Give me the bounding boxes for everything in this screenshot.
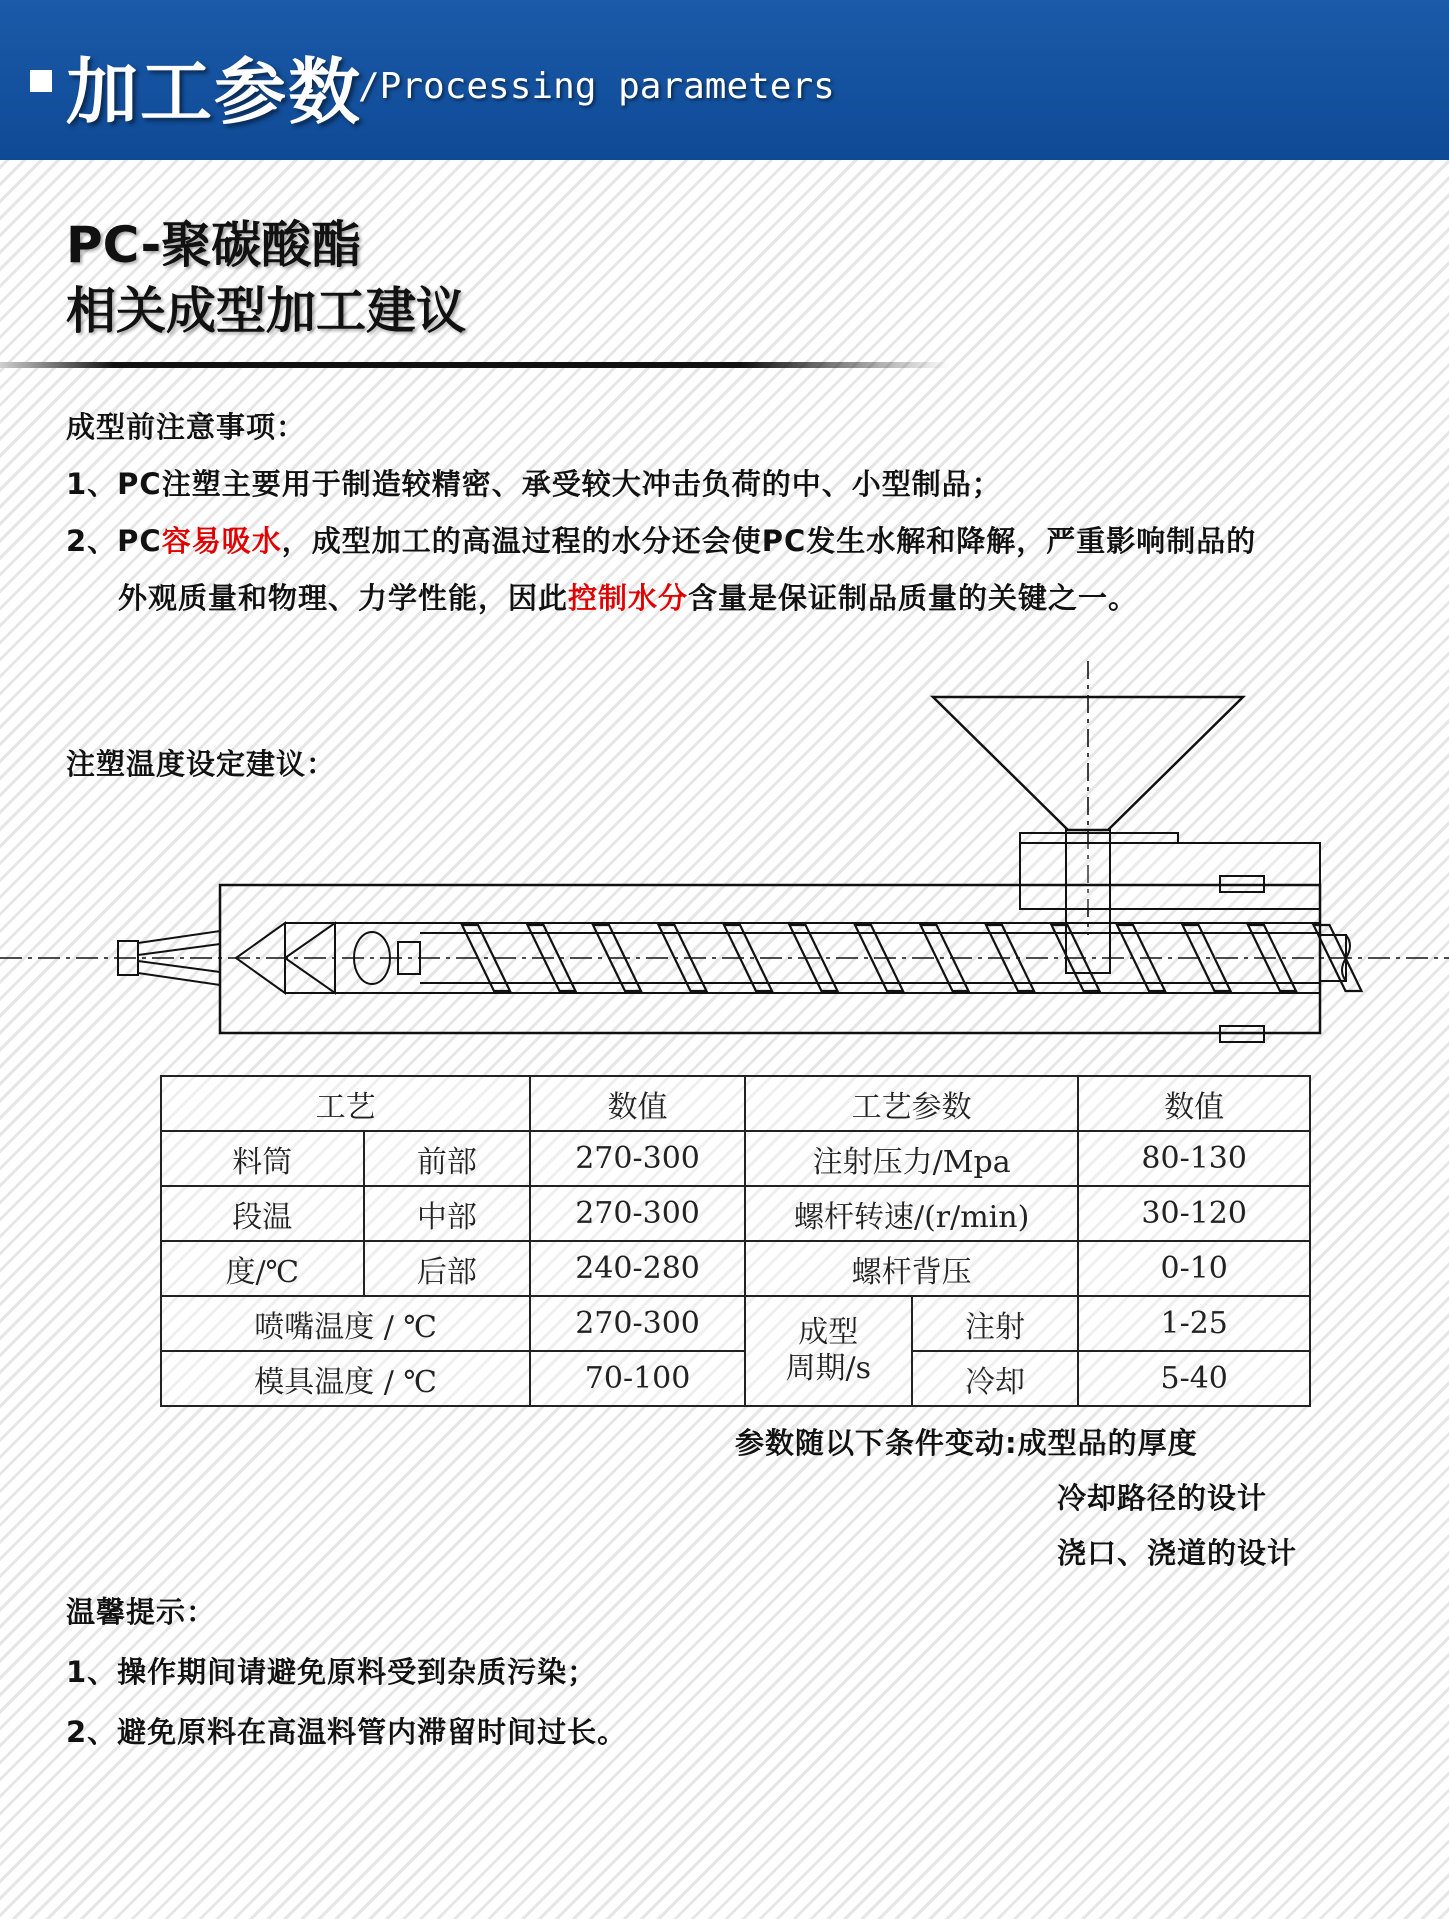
precaution-item-2-cont-post: 含量是保证制品质量的关键之一。	[688, 581, 1139, 615]
page-header	[0, 0, 1449, 160]
title-divider	[0, 362, 950, 368]
condition-3: 浇口、浇道的设计	[1057, 1536, 1298, 1570]
screw-speed-value: 30-120	[1078, 1186, 1310, 1241]
screw-speed-label: 螺杆转速/(r/min)	[745, 1186, 1079, 1241]
precaution-item-2	[66, 519, 1256, 560]
hopper-flange	[1020, 833, 1178, 843]
barrel-front-value: 270-300	[530, 1131, 745, 1186]
condition-2: 冷却路径的设计	[1057, 1481, 1268, 1515]
precaution-item-2-pre: 2、PC	[66, 524, 162, 558]
main-title-line2: 相关成型加工建议	[66, 282, 466, 340]
cool-label: 冷却	[912, 1351, 1079, 1406]
header-title-en: /Processing parameters	[358, 66, 835, 107]
back-pressure-label: 螺杆背压	[745, 1241, 1079, 1296]
injection-pressure-value: 80-130	[1078, 1131, 1310, 1186]
header-bullet	[30, 70, 52, 92]
table-header-value: 数值	[530, 1076, 745, 1131]
conditions-label	[735, 1421, 1198, 1462]
injection-pressure-label: 注射压力/Mpa	[745, 1131, 1079, 1186]
inject-label: 注射	[912, 1296, 1079, 1351]
main-title-line1: PC-聚碳酸酯	[66, 216, 362, 274]
tip-1: 1、操作期间请避免原料受到杂质污染；	[66, 1655, 598, 1689]
mold-temp-label: 模具温度 / ℃	[161, 1351, 530, 1406]
precaution-item-2-cont-pre: 外观质量和物理、力学性能，因此	[118, 581, 569, 615]
cycle-label-1: 成型	[798, 1315, 859, 1350]
barrel-rear-value: 240-280	[530, 1241, 745, 1296]
header-title-cn: 加工参数	[66, 50, 363, 134]
barrel-rear-label: 后部	[364, 1241, 531, 1296]
highlight-control-moisture: 控制水分	[568, 581, 689, 615]
injection-screw-diagram	[0, 655, 1449, 1055]
precaution-item-2-post: ，成型加工的高温过程的水分还会使PC发生水解和降解，严重影响制品的	[281, 524, 1257, 558]
table-header-value-2: 数值	[1078, 1076, 1310, 1131]
tip-2: 2、避免原料在高温料管内滞留时间过长。	[66, 1715, 628, 1749]
mold-temp-value: 70-100	[530, 1351, 745, 1406]
condition-1: 成型品的厚度	[1017, 1426, 1198, 1460]
cycle-label	[745, 1296, 912, 1406]
cool-value: 5-40	[1078, 1351, 1310, 1406]
temperature-heading: 注塑温度设定建议：	[66, 747, 337, 781]
table-header-process: 工艺	[161, 1076, 530, 1131]
table-header-param: 工艺参数	[745, 1076, 1079, 1131]
main-title	[66, 212, 466, 344]
precaution-item-1: 1、PC注塑主要用于制造较精密、承受较大冲击负荷的中、小型制品；	[66, 467, 1002, 501]
highlight-moisture-absorb: 容易吸水	[161, 524, 282, 558]
precaution-item-2-cont	[118, 576, 1138, 617]
barrel-middle-value: 270-300	[530, 1186, 745, 1241]
barrel-label-2: 段温	[161, 1186, 364, 1241]
precautions-heading: 成型前注意事项：	[66, 410, 307, 444]
nozzle-temp-label: 喷嘴温度 / ℃	[161, 1296, 530, 1351]
process-parameters-table	[160, 1075, 1311, 1407]
barrel-label-3: 度/℃	[161, 1241, 364, 1296]
barrel-middle-label: 中部	[364, 1186, 531, 1241]
conditions-label-text: 参数随以下条件变动:	[735, 1426, 1018, 1460]
nozzle-temp-value: 270-300	[530, 1296, 745, 1351]
back-pressure-value: 0-10	[1078, 1241, 1310, 1296]
tips-heading: 温馨提示：	[66, 1595, 217, 1629]
barrel-front-label: 前部	[364, 1131, 531, 1186]
inject-value: 1-25	[1078, 1296, 1310, 1351]
cycle-label-2: 周期/s	[785, 1351, 872, 1386]
barrel-label-1: 料筒	[161, 1131, 364, 1186]
